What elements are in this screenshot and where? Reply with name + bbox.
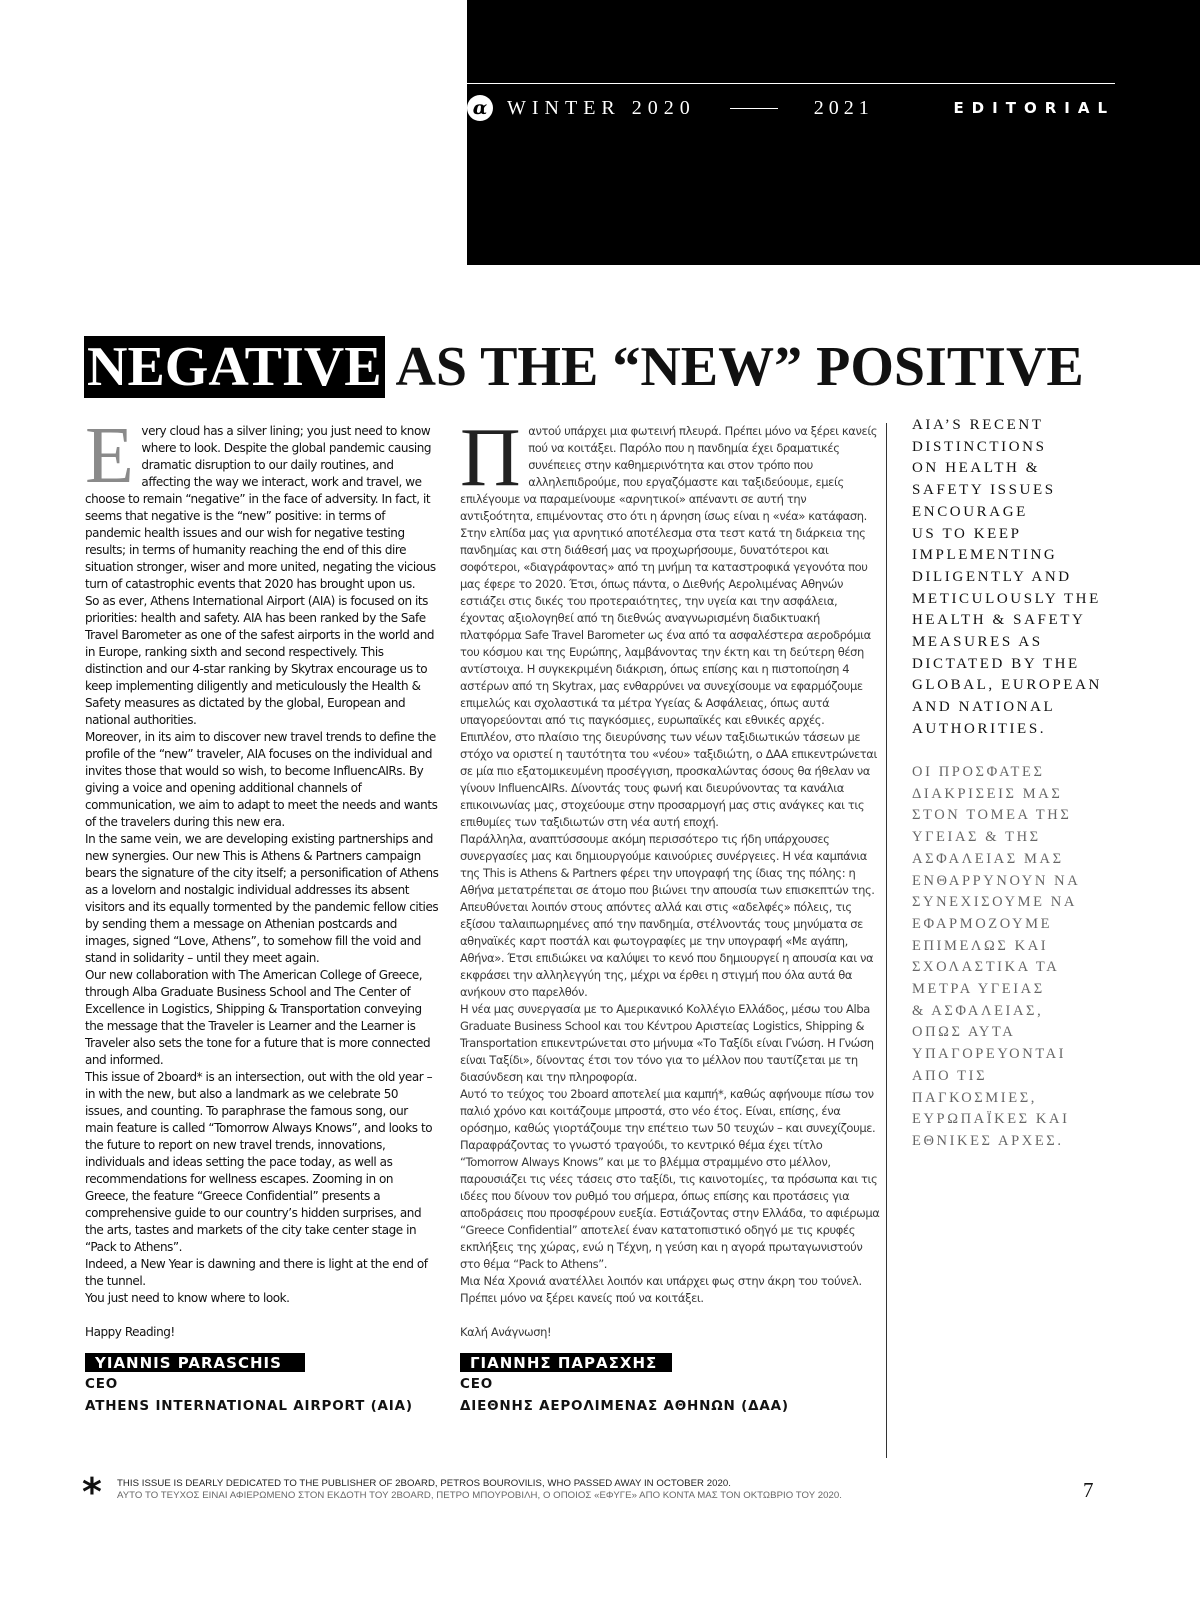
greek-paragraph: Μια Νέα Χρονιά ανατέλλει λοιπόν και υπάρχει φως στην άκρη του τούνελ. Πρέπει μόνο να ξέρει κανείς πού να κοιτάξει. xyxy=(460,1274,862,1305)
footnote-greek: ΑΥΤΟ ΤΟ ΤΕΥΧΟΣ ΕΙΝΑΙ ΑΦΙΕΡΩΜΕΝΟ ΣΤΟΝ ΕΚΔΟΤΗ ΤΟΥ 2BOARD, ΠΕΤΡΟ ΜΠΟΥΡΟΒΙΛΗ, Ο ΟΠΟΙΟΣ «ΕΦΥΓΕ» ΑΠΟ ΚΟΝΤΑ ΜΑΣ ΤΟΝ ΟΚΤΩΒΡΙΟ ΤΟΥ 2020. xyxy=(117,1490,842,1501)
season-dash xyxy=(730,108,778,109)
english-signature-name: YIANNIS PARASCHIS xyxy=(85,1353,305,1372)
english-closing: Happy Reading! xyxy=(85,1325,175,1339)
greek-paragraph: Παράλληλα, αναπτύσσουμε ακόμη περισσότερο τις ήδη υπάρχουσες συνεργασίες μας και δημιουργούμε καινούριες συνέργειες. Η νέα καμπάνια της This is Athens & Partners φέρει την υπογραφή της ίδιας της πόλης: η Αθήνα μετατρέπεται σε άτομο που βιώνει την απουσία των επισκεπτών της. Απευθύνεται λοιπόν στους απόντες αλλά και στις «αδελφές» πόλεις, τις εξίσου ταλαιπωρημένες από την πανδημία, στέλνοντάς τους μηνύματα σε αθηναϊκές καρτ ποστάλ και φωτογραφίες με την υπογραφή «Με αγάπη, Αθήνα». Έτσι επιδιώκει να καλύψει το κενό που δημιουργεί η απουσία και να εκφράσει την αλληλεγγύη της, μέχρι να έρθει η στιγμή που όλα αυτά θα ανήκουν στο παρελθόν. xyxy=(460,832,875,999)
section-label: EDITORIAL xyxy=(953,99,1115,117)
greek-signature-name: ΓΙΑΝΝΗΣ ΠΑΡΑΣΧΗΣ xyxy=(460,1353,672,1372)
column-divider xyxy=(886,423,887,1458)
header-rule xyxy=(467,83,1115,84)
page-number: 7 xyxy=(1083,1478,1094,1502)
title-rest: AS THE “NEW” POSITIVE xyxy=(384,336,1084,398)
greek-paragraph: Αυτό το τεύχος του 2board αποτελεί μια καμπή*, καθώς αφήνουμε πίσω τον παλιό χρόνο και κοιτάζουμε μπροστά, στο νέο έτος. Είναι, επίσης, ένα ορόσημο, καθώς γιορτάζουμε την επέτειο των 50 τευχών – και συνεχίζουμε. Παραφράζοντας το γνωστό τραγούδι, το κεντρικό θέμα έχει τίτλο “Tomorrow Always Knows” και με το βλέμμα στραμμένο στο μέλλον, παρουσιάζει τις νέες τάσεις στο ταξίδι, τις καινοτομίες, τα πρόσωπα και τις ιδέες που δίνουν τον ρυθμό του σήμερα, όπως επίσης και προτάσεις για αποδράσεις που προσφέρουν ευεξία. Εστιάζοντας στην Ελλάδα, το αφιέρωμα “Greece Confidential” αποτελεί έναν κατατοπιστικό οδηγό με τις κρυφές εκπλήξεις της χώρας, ενώ η Τέχνη, η γεύση και η αγορά πρωταγωνιστούν στο θέμα “Pack to Athens”. xyxy=(460,1087,880,1271)
alpha-logo-icon: α xyxy=(467,95,493,121)
english-paragraph: This issue of 2board* is an intersection, out with the old year – in with the new, but also a landmark as we celebrate 50 issues, and counting. To paraphrase the famous song, our main feature is called “Tomorrow Always Knows”, and looks to the future to report on new travel trends, innovations, individuals and ideas setting the pace today, as well as recommendations for wellness escapes. Zooming in on Greece, the feature “Greece Confidential” presents a comprehensive guide to our country’s hidden surprises, and the arts, tastes and markets of the city take center stage in “Pack to Athens”. xyxy=(85,1070,433,1254)
english-paragraph: very cloud has a silver lining; you just need to know where to look. Despite the global pandemic causing dramatic disruption to our daily routines, and affecting the way we interact, work and travel, we choose to remain “negative” in the face of adversity. In fact, it seems that negative is the “new” positive: in terms of pandemic health issues and our wish for negative testing results; in terms of humanity reaching the end of this dire situation stronger, wiser and more united, negating the vicious turn of catastrophic events that 2020 has brought upon us. xyxy=(85,424,436,591)
english-paragraph: So as ever, Athens International Airport (AIA) is focused on its priorities: health and safety. AIA has been ranked by the Safe Travel Barometer as one of the safest airports in the world and in Europe, ranking sixth and second respectively. This distinction and our 4-star ranking by Skytrax encourage us to keep implementing diligently and meticulously the Health & Safety measures as dictated by the global, European and national authorities. xyxy=(85,594,435,727)
english-paragraph: Indeed, a New Year is dawning and there is light at the end of the tunnel. xyxy=(85,1257,428,1288)
greek-dropcap: Π xyxy=(460,411,521,504)
header-row xyxy=(467,92,1115,124)
english-signature-org: ATHENS INTERNATIONAL AIRPORT (AIA) xyxy=(85,1398,413,1414)
greek-signature-role: CEO xyxy=(460,1376,494,1392)
pull-quote-english: AIA’S RECENT DISTINCTIONS ON HEALTH & SAFETY ISSUES ENCOURAGE US TO KEEP IMPLEMENTING DILIGENTLY AND METICULOUSLY THE HEALTH & SAFETY MEASURES AS DICTATED BY THE GLOBAL, EUROPEAN AND NATIONAL AUTHORITIES. xyxy=(912,417,1102,737)
english-paragraph: Our new collaboration with The American College of Greece, through Alba Graduate Business School and The Center of Excellence in Logistics, Shipping & Transportation conveying the message that the Traveler is Learner and the Learner is Traveler also sets the tone for a future that is more connected and informed. xyxy=(85,968,431,1067)
english-paragraph: You just need to know where to look. xyxy=(85,1291,290,1305)
pull-quote-greek: ΟΙ ΠΡΟΣΦΑΤΕΣ ΔΙΑΚΡΙΣΕΙΣ ΜΑΣ ΣΤΟΝ ΤΟΜΕΑ ΤΗΣ ΥΓΕΙΑΣ & ΤΗΣ ΑΣΦΑΛΕΙΑΣ ΜΑΣ ΕΝΘΑΡΡΥΝΟΥΝ ΝΑ ΣΥΝΕΧΙΣΟΥΜΕ ΝΑ ΕΦΑΡΜΟΖΟΥΜΕ ΕΠΙΜΕΛΩΣ ΚΑΙ ΣΧΟΛΑΣΤΙΚΑ ΤΑ ΜΕΤΡΑ ΥΓΕΙΑΣ & ΑΣΦΑΛΕΙΑΣ, ΟΠΩΣ ΑΥΤΑ ΥΠΑΓΟΡΕΥΟΝΤΑΙ ΑΠΟ ΤΙΣ ΠΑΓΚΟΣΜΙΕΣ, ΕΥΡΩΠΑΪΚΕΣ ΚΑΙ ΕΘΝΙΚΕΣ ΑΡΧΕΣ. xyxy=(912,764,1081,1149)
title-highlight: NEGATIVE xyxy=(84,336,385,398)
english-column xyxy=(85,412,439,1417)
english-paragraph: In the same vein, we are developing existing partnerships and new synergies. Our new This is Athens & Partners campaign bears the signature of the city itself; a personification of Athens as a lovelorn and nostalgic individual addresses its absent visitors and its equally tormented by the pandemic fellow cities by sending them a message on Athenian postcards and images, signed “Love, Athens”, to somehow fill the void and stand in solidarity – until they meet again. xyxy=(85,832,439,965)
greek-paragraph: αντού υπάρχει μια φωτεινή πλευρά. Πρέπει μόνο να ξέρει κανείς πού να κοιτάξει. Παρόλο που η πανδημία έχει δραματικές συνέπειες στην καθημερινότητα και στον τρόπο που αλληλεπιδρούμε, που εργαζόμαστε και ταξιδεύουμε, εμείς επιλέγουμε να παραμείνουμε «αρνητικοί» απέναντι σε αυτή την αντιξοότητα, επιμένοντας στο ότι η άρνηση ίσως είναι η «νέα» κατάφαση. Στην ελπίδα μας για αρνητικό αποτέλεσμα στα τεστ κατά τη διάρκεια της πανδημίας και στη διάθεσή μας να προχωρήσουμε, δυνατότεροι και σοφότεροι, «διαγράφοντας» από τη μνήμη τα καταστροφικά γεγονότα που μας έφερε το 2020. Έτσι, όπως πάντα, ο Διεθνής Αερολιμένας Αθηνών εστιάζει στις δικές του προτεραιότητες, την υγεία και την ασφάλεια, έχοντας αξιολογηθεί από τη διεθνώς αναγνωρισμένη διαδικτυακή πλατφόρμα Safe Travel Barometer ως ένα από τα ασφαλέστερα αεροδρόμια του κόσμου και της Ευρώπης, λαμβάνοντας την έκτη και τη δεύτερη θέση αντίστοιχα. Η συγκεκριμένη διάκριση, όπως επίσης και η πιστοποίηση 4 αστέρων από τη Skytrax, μας ενθαρρύνει να συνεχίσουμε να εφαρμόζουμε επιμελώς και σχολαστικά τα μέτρα Υγείας & Ασφάλειας, όπως αυτά υπαγορεύονται από τις παγκόσμιες, ευρωπαϊκές και εθνικές αρχές. xyxy=(460,424,878,727)
issue-year: 2021 xyxy=(813,96,874,119)
footnote-asterisk-icon: * xyxy=(82,1470,102,1514)
greek-column xyxy=(460,411,880,1417)
footnote-english: THIS ISSUE IS DEARLY DEDICATED TO THE PUBLISHER OF 2BOARD, PETROS BOUROVILIS, WHO PASSED AWAY IN OCTOBER 2020. xyxy=(117,1478,731,1489)
english-signature-role: CEO xyxy=(85,1376,119,1392)
english-paragraph: Moreover, in its aim to discover new travel trends to define the profile of the “new” traveler, AIA focuses on the individual and invites those that would so wish, to become InfluencAIRs. By giving a voice and opening additional channels of communication, we aim to adapt to meet the needs and wants of the travelers during this new era. xyxy=(85,730,438,829)
greek-closing: Καλή Ανάγνωση! xyxy=(460,1325,552,1339)
english-dropcap: E xyxy=(85,412,134,500)
greek-paragraph: Η νέα μας συνεργασία με το Αμερικανικό Κολλέγιο Ελλάδος, μέσω του Alba Graduate Business School και του Κέντρου Αριστείας Logistics, Shipping & Transportation επικεντρώνεται στο μήνυμα «Το Ταξίδι είναι Γνώση. Η Γνώση είναι Ταξίδι», δίνοντας έτσι τον τόνο για το μέλλον που ταυτίζεται με τη διασύνδεση και την πληροφορία. xyxy=(460,1002,874,1084)
page-title xyxy=(84,336,1084,398)
greek-signature-org: ΔΙΕΘΝΗΣ ΑΕΡΟΛΙΜΕΝΑΣ ΑΘΗΝΩΝ (ΔΑΑ) xyxy=(460,1398,789,1414)
header-block xyxy=(467,0,1200,265)
issue-season: WINTER 2020 xyxy=(507,96,696,119)
greek-paragraph: Επιπλέον, στο πλαίσιο της διευρύνσης των νέων ταξιδιωτικών τάσεων με στόχο να οριστεί η ταυτότητα του «νέου» ταξιδιώτη, ο ΔΑΑ επικεντρώνεται σε μία πιο εξατομικευμένη προσέγγιση, προσκαλώντας όσους θα ήθελαν να γίνουν InfluencAIRs. Δίνοντάς τους φωνή και διευρύνοντας τα κανάλια επικοινωνίας μας, στοχεύουμε στην προσαρμογή μας στις ανάγκες και τις επιθυμίες των ταξιδιωτών στη νέα αυτή εποχή. xyxy=(460,730,877,829)
